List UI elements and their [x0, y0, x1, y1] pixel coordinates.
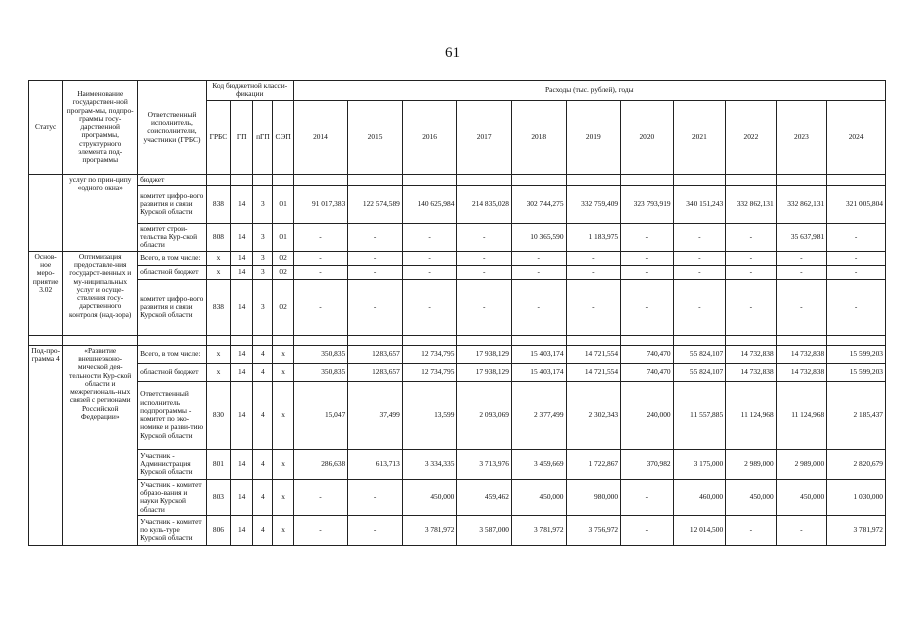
value-cell: 323 793,919: [621, 185, 674, 223]
value-cell: 12 734,795: [402, 345, 457, 363]
value-cell: 14 721,554: [566, 363, 621, 381]
code-cell: 3: [253, 265, 273, 279]
value-cell: [457, 174, 512, 185]
header-year: 2021: [673, 100, 726, 174]
code-cell: 14: [231, 265, 253, 279]
value-cell: 11 124,968: [726, 381, 777, 449]
value-cell: 740,470: [621, 345, 674, 363]
table-row: [29, 479, 886, 515]
code-cell: 4: [253, 345, 273, 363]
table-row: [29, 381, 886, 449]
value-cell: -: [726, 265, 777, 279]
value-cell: -: [348, 265, 403, 279]
value-cell: 332 862,131: [776, 185, 827, 223]
code-cell: [206, 174, 230, 185]
value-cell: 12 014,500: [673, 515, 726, 545]
value-cell: 3 781,972: [511, 515, 566, 545]
header-code-group: Код бюджетной класси-фикации: [206, 81, 293, 101]
empty-cell: [726, 335, 777, 345]
value-cell: -: [726, 251, 777, 265]
value-cell: -: [673, 251, 726, 265]
empty-cell: [63, 335, 138, 345]
value-cell: 122 574,589: [348, 185, 403, 223]
empty-cell: [621, 335, 674, 345]
value-cell: 613,713: [348, 449, 403, 479]
executor-cell: Участник - комитет по куль-туре Курской области: [138, 515, 207, 545]
code-cell: 14: [231, 279, 253, 335]
code-cell: 14: [231, 381, 253, 449]
value-cell: 1 183,975: [566, 223, 621, 251]
header-year: 2018: [511, 100, 566, 174]
value-cell: [673, 174, 726, 185]
value-cell: -: [827, 279, 886, 335]
value-cell: 140 625,984: [402, 185, 457, 223]
value-cell: -: [457, 265, 512, 279]
value-cell: 450,000: [726, 479, 777, 515]
value-cell: [621, 174, 674, 185]
value-cell: [726, 174, 777, 185]
value-cell: -: [511, 265, 566, 279]
value-cell: -: [566, 279, 621, 335]
value-cell: -: [457, 223, 512, 251]
executor-cell: Всего, в том числе:: [138, 251, 207, 265]
table-row: [29, 251, 886, 265]
value-cell: 2 185,437: [827, 381, 886, 449]
value-cell: 14 732,838: [726, 363, 777, 381]
header-year: 2024: [827, 100, 886, 174]
header-code-gp: ГП: [231, 100, 253, 174]
value-cell: -: [776, 515, 827, 545]
header-code-pgp: пГП: [253, 100, 273, 174]
code-cell: 803: [206, 479, 230, 515]
code-cell: 14: [231, 479, 253, 515]
value-cell: -: [348, 515, 403, 545]
section-subprogram-4: [29, 345, 886, 545]
section-activity-3-02: [29, 251, 886, 345]
empty-cell: [511, 335, 566, 345]
budget-table: [28, 80, 886, 546]
value-cell: -: [621, 479, 674, 515]
code-cell: 14: [231, 223, 253, 251]
executor-cell: Ответственный исполнитель подпрограммы - комитет по эко-номике и разви-тию Курской области: [138, 381, 207, 449]
value-cell: 14 732,838: [726, 345, 777, 363]
value-cell: -: [726, 223, 777, 251]
value-cell: 3 713,976: [457, 449, 512, 479]
empty-cell: [29, 335, 63, 345]
code-cell: 14: [231, 515, 253, 545]
code-cell: 4: [253, 449, 273, 479]
code-cell: [231, 174, 253, 185]
table-row: [29, 449, 886, 479]
value-cell: -: [348, 251, 403, 265]
executor-cell: комитет цифро-вого развития и связи Курской области: [138, 279, 207, 335]
executor-cell: комитет цифро-вого развития и связи Курской области: [138, 185, 207, 223]
code-cell: 801: [206, 449, 230, 479]
value-cell: [402, 174, 457, 185]
value-cell: 340 151,243: [673, 185, 726, 223]
code-cell: х: [273, 515, 293, 545]
value-cell: -: [293, 515, 348, 545]
table-row: [29, 223, 886, 251]
value-cell: 2 989,000: [726, 449, 777, 479]
value-cell: [511, 174, 566, 185]
value-cell: 450,000: [402, 479, 457, 515]
value-cell: 214 835,028: [457, 185, 512, 223]
table-row: [29, 279, 886, 335]
value-cell: -: [293, 479, 348, 515]
value-cell: -: [402, 223, 457, 251]
executor-cell: Всего, в том числе:: [138, 345, 207, 363]
status-cell: [29, 174, 63, 251]
value-cell: 15 403,174: [511, 363, 566, 381]
value-cell: 13,599: [402, 381, 457, 449]
value-cell: 302 744,275: [511, 185, 566, 223]
empty-cell: [206, 335, 230, 345]
value-cell: 12 734,795: [402, 363, 457, 381]
code-cell: 4: [253, 479, 273, 515]
value-cell: -: [348, 223, 403, 251]
value-cell: 10 365,590: [511, 223, 566, 251]
value-cell: 91 017,383: [293, 185, 348, 223]
code-cell: х: [273, 345, 293, 363]
code-cell: 4: [253, 515, 273, 545]
value-cell: 1 030,000: [827, 479, 886, 515]
name-cell: Оптимизация предоставле-ния государст-венных и му-ниципальных услуг и осуще-ствления госу-дарственного контроля (над-зора): [63, 251, 138, 335]
table-row: [29, 363, 886, 381]
value-cell: 15 599,203: [827, 363, 886, 381]
table-row: [29, 174, 886, 185]
executor-cell: Участник - комитет образо-вания и науки Курской области: [138, 479, 207, 515]
value-cell: -: [827, 223, 886, 251]
empty-cell: [231, 335, 253, 345]
table-row: [29, 265, 886, 279]
value-cell: [566, 174, 621, 185]
value-cell: -: [726, 279, 777, 335]
code-cell: х: [273, 449, 293, 479]
section-one-window: [29, 174, 886, 251]
value-cell: 980,000: [566, 479, 621, 515]
table-row: [29, 185, 886, 223]
code-cell: 01: [273, 185, 293, 223]
value-cell: [827, 174, 886, 185]
value-cell: -: [293, 279, 348, 335]
value-cell: -: [293, 223, 348, 251]
code-cell: [273, 174, 293, 185]
value-cell: -: [776, 265, 827, 279]
header-year: 2022: [726, 100, 777, 174]
value-cell: -: [673, 223, 726, 251]
value-cell: -: [348, 279, 403, 335]
value-cell: -: [776, 279, 827, 335]
header-year: 2016: [402, 100, 457, 174]
value-cell: 15 599,203: [827, 345, 886, 363]
code-cell: 14: [231, 185, 253, 223]
value-cell: 3 781,972: [827, 515, 886, 545]
value-cell: [776, 174, 827, 185]
value-cell: 1283,657: [348, 345, 403, 363]
empty-cell: [566, 335, 621, 345]
header-code-sep: СЭП: [273, 100, 293, 174]
value-cell: 14 732,838: [776, 345, 827, 363]
value-cell: 2 093,069: [457, 381, 512, 449]
spacer-row: [29, 335, 886, 345]
value-cell: 55 824,107: [673, 363, 726, 381]
value-cell: -: [457, 251, 512, 265]
value-cell: -: [457, 279, 512, 335]
value-cell: -: [827, 265, 886, 279]
empty-cell: [673, 335, 726, 345]
value-cell: 3 587,000: [457, 515, 512, 545]
executor-cell: бюджет: [138, 174, 207, 185]
value-cell: 17 938,129: [457, 345, 512, 363]
value-cell: 3 175,000: [673, 449, 726, 479]
value-cell: 350,835: [293, 345, 348, 363]
executor-cell: областной бюджет: [138, 265, 207, 279]
value-cell: 35 637,981: [776, 223, 827, 251]
table-row: [29, 515, 886, 545]
value-cell: 11 124,968: [776, 381, 827, 449]
value-cell: -: [566, 251, 621, 265]
empty-cell: [138, 335, 207, 345]
value-cell: -: [621, 251, 674, 265]
value-cell: 370,982: [621, 449, 674, 479]
executor-cell: Участник - Администрация Курской области: [138, 449, 207, 479]
value-cell: 2 377,499: [511, 381, 566, 449]
value-cell: 1283,657: [348, 363, 403, 381]
header-executor: Ответственный исполнитель, соисполнители, участники (ГРБС): [138, 81, 207, 175]
code-cell: 14: [231, 363, 253, 381]
value-cell: 332 759,409: [566, 185, 621, 223]
value-cell: -: [402, 251, 457, 265]
header-year: 2015: [348, 100, 403, 174]
value-cell: 460,000: [673, 479, 726, 515]
value-cell: 3 756,972: [566, 515, 621, 545]
page-number: 61: [445, 45, 460, 61]
empty-cell: [348, 335, 403, 345]
value-cell: 15,047: [293, 381, 348, 449]
empty-cell: [402, 335, 457, 345]
value-cell: -: [621, 279, 674, 335]
value-cell: 37,499: [348, 381, 403, 449]
value-cell: -: [511, 279, 566, 335]
value-cell: -: [776, 251, 827, 265]
empty-cell: [253, 335, 273, 345]
value-cell: 740,470: [621, 363, 674, 381]
header-code-grbs: ГРБС: [206, 100, 230, 174]
code-cell: х: [206, 345, 230, 363]
code-cell: 830: [206, 381, 230, 449]
code-cell: 3: [253, 185, 273, 223]
code-cell: х: [273, 479, 293, 515]
value-cell: [293, 174, 348, 185]
code-cell: 02: [273, 251, 293, 265]
code-cell: [253, 174, 273, 185]
value-cell: 321 005,804: [827, 185, 886, 223]
value-cell: -: [402, 265, 457, 279]
value-cell: -: [348, 479, 403, 515]
value-cell: -: [621, 265, 674, 279]
value-cell: 2 989,000: [776, 449, 827, 479]
value-cell: -: [827, 251, 886, 265]
code-cell: 14: [231, 345, 253, 363]
value-cell: 286,638: [293, 449, 348, 479]
code-cell: х: [206, 251, 230, 265]
value-cell: -: [402, 279, 457, 335]
value-cell: -: [293, 251, 348, 265]
name-cell: «Развитие внешнеэконо-мической дея-тельности Кур-ской области и межрегиональ-ных связей с регионами Российской Федерации»: [63, 345, 138, 545]
code-cell: 02: [273, 279, 293, 335]
value-cell: -: [511, 251, 566, 265]
code-cell: 4: [253, 381, 273, 449]
status-cell: Под-про-грамма 4: [29, 345, 63, 545]
value-cell: 3 334,335: [402, 449, 457, 479]
value-cell: 17 938,129: [457, 363, 512, 381]
code-cell: х: [206, 265, 230, 279]
status-cell: Основ-ное меро-приятие 3.02: [29, 251, 63, 335]
empty-cell: [457, 335, 512, 345]
value-cell: 3 459,669: [511, 449, 566, 479]
header-expenses-group: Расходы (тыс. рублей), годы: [293, 81, 885, 101]
empty-cell: [827, 335, 886, 345]
header-year: 2023: [776, 100, 827, 174]
code-cell: 3: [253, 251, 273, 265]
code-cell: 838: [206, 185, 230, 223]
value-cell: 450,000: [776, 479, 827, 515]
value-cell: 14 721,554: [566, 345, 621, 363]
header-year: 2017: [457, 100, 512, 174]
value-cell: -: [726, 515, 777, 545]
executor-cell: комитет строи-тельства Кур-ской области: [138, 223, 207, 251]
code-cell: 14: [231, 449, 253, 479]
value-cell: [348, 174, 403, 185]
value-cell: -: [673, 279, 726, 335]
code-cell: х: [273, 381, 293, 449]
value-cell: 450,000: [511, 479, 566, 515]
name-cell: услуг по прин-ципу «одного окна»: [63, 174, 138, 251]
code-cell: 3: [253, 279, 273, 335]
value-cell: -: [673, 265, 726, 279]
value-cell: 1 722,867: [566, 449, 621, 479]
code-cell: 4: [253, 363, 273, 381]
code-cell: 3: [253, 223, 273, 251]
empty-cell: [776, 335, 827, 345]
value-cell: 15 403,174: [511, 345, 566, 363]
code-cell: 838: [206, 279, 230, 335]
value-cell: 2 302,343: [566, 381, 621, 449]
value-cell: 350,835: [293, 363, 348, 381]
value-cell: 11 557,885: [673, 381, 726, 449]
value-cell: -: [566, 265, 621, 279]
code-cell: 01: [273, 223, 293, 251]
header-name: Наименование государствен-ной програм-мы, подпро-граммы госу-дарственной программы, структурного элемента под-программы: [63, 81, 138, 175]
table-row: [29, 345, 886, 363]
value-cell: -: [621, 515, 674, 545]
executor-cell: областной бюджет: [138, 363, 207, 381]
value-cell: 55 824,107: [673, 345, 726, 363]
value-cell: 2 820,679: [827, 449, 886, 479]
value-cell: 14 732,838: [776, 363, 827, 381]
empty-cell: [273, 335, 293, 345]
code-cell: 14: [231, 251, 253, 265]
value-cell: 459,462: [457, 479, 512, 515]
code-cell: х: [273, 363, 293, 381]
header-year: 2019: [566, 100, 621, 174]
header-status: Статус: [29, 81, 63, 175]
empty-cell: [293, 335, 348, 345]
value-cell: 240,000: [621, 381, 674, 449]
value-cell: -: [621, 223, 674, 251]
value-cell: 332 862,131: [726, 185, 777, 223]
code-cell: х: [206, 363, 230, 381]
value-cell: 3 781,972: [402, 515, 457, 545]
value-cell: -: [293, 265, 348, 279]
code-cell: 02: [273, 265, 293, 279]
header-year: 2014: [293, 100, 348, 174]
code-cell: 806: [206, 515, 230, 545]
code-cell: 808: [206, 223, 230, 251]
header-year: 2020: [621, 100, 674, 174]
